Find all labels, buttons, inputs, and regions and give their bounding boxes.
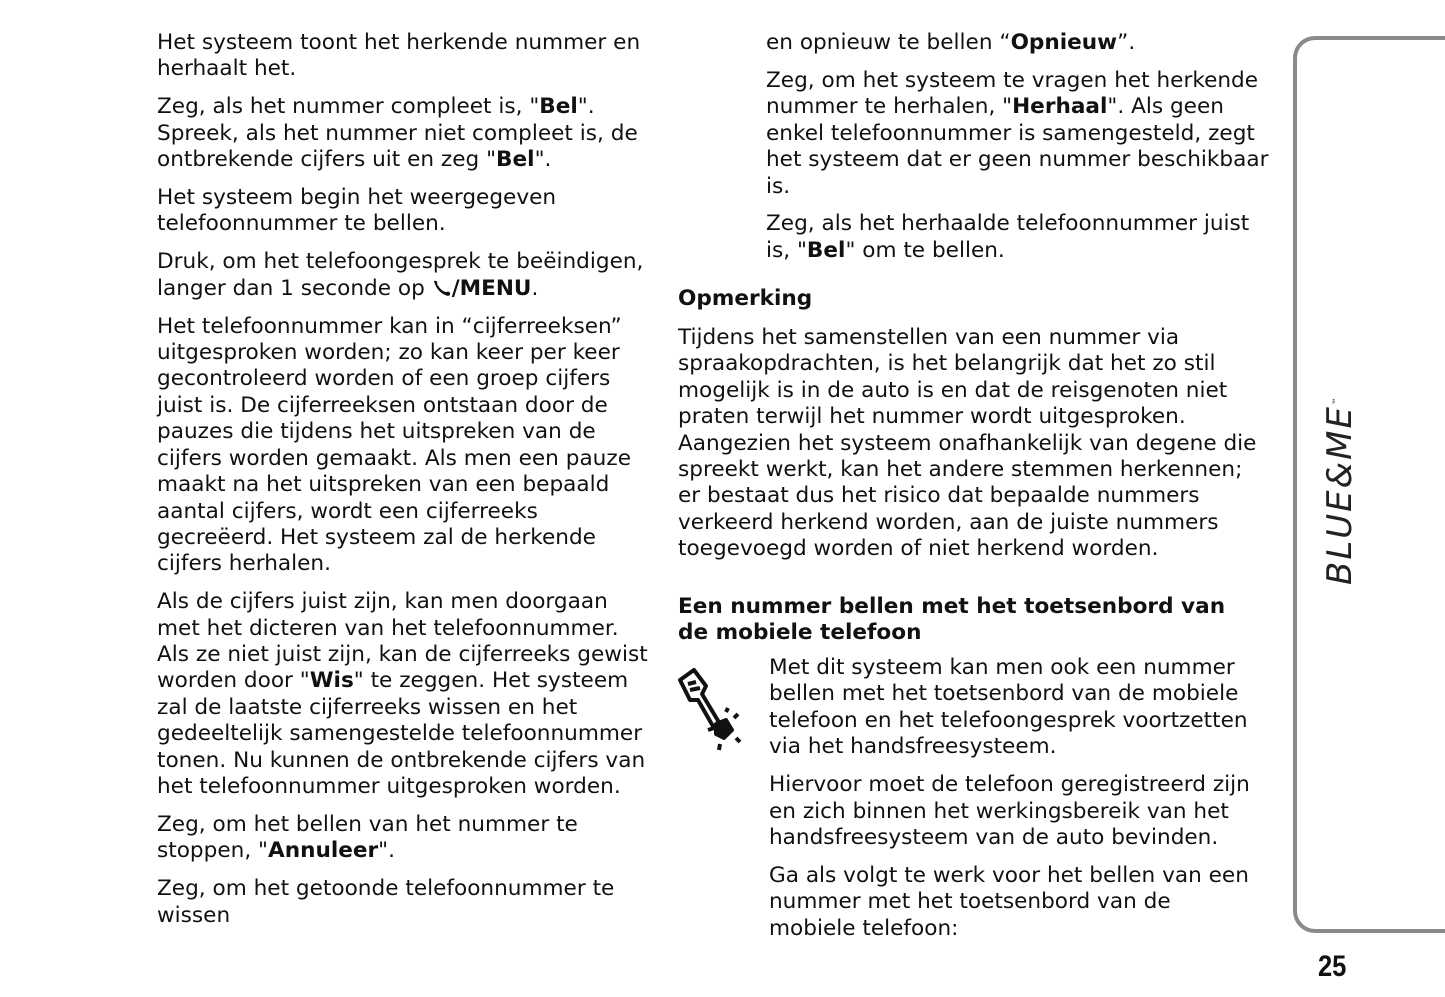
paragraph xyxy=(157,94,657,173)
text-run: Het systeem begin het weergegeven telefoonnummer te bellen. xyxy=(157,185,557,237)
blue-and-me-logo xyxy=(1320,395,1360,585)
paragraph xyxy=(157,30,657,83)
text-run: ". Als geen enkel telefoonnummer is samengesteld, zegt het systeem dat er geen nummer beschikbaar is. xyxy=(766,94,1269,199)
text-run: Het telefoonnummer kan in “cijferreeksen” uitgesproken worden; zo kan keer per keer gecontroleerd worden of een groep cijfers juist is. De cijferreeksen ontstaan door de pauzes die tijdens het uitspreken van de cijfers worden gemaakt. Als men een pauze maakt na het uitspreken van een bepaald aantal cijfers, wordt een cijferreeks gecreëerd. Het systeem zal de herkende cijfers herhalen. xyxy=(157,313,631,577)
text-run: Zeg, om het bellen van het nummer te stoppen, " xyxy=(157,811,578,864)
text-run: Hiervoor moet de telefoon geregistreerd zijn en zich binnen het werkingsbereik van het handsfreesysteem van de auto bevinden. xyxy=(769,772,1250,850)
section-heading: Een nummer bellen met het toetsenbord van de mobiele telefoon xyxy=(678,594,1226,646)
logo-text: BLUE&ME xyxy=(1320,405,1360,585)
text-run: ”. xyxy=(1117,30,1136,55)
note-body xyxy=(678,325,1278,574)
text-run: Als de cijfers juist zijn, kan men doorgaan met het dicteren van het telefoonnummer. Als ze niet juist zijn, kan de cijferreeks gewist worden door " xyxy=(157,589,648,694)
left-column xyxy=(157,30,657,941)
bold-text: /MENU xyxy=(451,275,532,301)
text-run: en opnieuw te bellen “ xyxy=(766,30,1011,55)
page-number: 25 xyxy=(1318,950,1347,983)
note-heading: Opmerking xyxy=(678,286,813,311)
text-run: ". xyxy=(378,838,395,864)
text-run: . xyxy=(531,275,539,301)
paragraph xyxy=(766,30,1276,56)
side-tab xyxy=(1293,36,1445,933)
paragraph xyxy=(157,876,657,929)
paragraph xyxy=(769,655,1279,761)
paragraph xyxy=(766,68,1276,200)
section-body xyxy=(769,655,1279,954)
paragraph xyxy=(157,812,657,865)
text-run: " te zeggen. Het systeem zal de laatste cijferreeks wissen en het gedeeltelijk samengestelde telefoonnummer tonen. Nu kunnen de ontbrekende cijfers van het telefoonnummer uitgesproken worden. xyxy=(157,668,646,800)
text-run: Ga als volgt te werk voor het bellen van een nummer met het toetsenbord van de mobiele telefoon: xyxy=(769,862,1249,941)
paragraph xyxy=(157,249,657,302)
bold-text: Wis xyxy=(309,668,354,694)
text-run: Zeg, om het getoonde telefoonnummer te wissen xyxy=(157,876,615,928)
text-run: " om te bellen. xyxy=(845,237,1005,263)
text-run: Tijdens het samenstellen van een nummer via spraakopdrachten, is het belangrijk dat het zo stil mogelijk is in de auto is en dat de reisgenoten niet praten terwijl het nummer wordt uitgesproken. Aangezien het systeem onafhankelijk van degene die spreekt werkt, kan het andere stemmen herkennen; er bestaat dus het risico dat bepaalde nummers verkeerd herkend worden, aan de juiste nummers toegevoegd worden of niet herkend worden. xyxy=(678,325,1257,562)
paragraph xyxy=(769,863,1279,942)
bold-text: Bel xyxy=(539,94,578,120)
text-run: Druk, om het telefoongesprek te beëindigen, langer dan 1 seconde op xyxy=(157,249,644,301)
bold-text: Bel xyxy=(496,147,535,173)
bold-text: Herhaal xyxy=(1012,94,1108,120)
bold-text: Annuleer xyxy=(267,838,379,864)
paragraph xyxy=(157,589,657,800)
text-run: Het systeem toont het herkende nummer en herhaalt het. xyxy=(157,30,641,82)
text-run: ". xyxy=(534,147,552,173)
paragraph xyxy=(769,772,1279,851)
text-run: Zeg, om het systeem te vragen het herkende nummer te herhalen, " xyxy=(766,67,1259,120)
paragraph xyxy=(766,211,1276,264)
bold-text: Bel xyxy=(806,237,846,263)
text-run: Met dit systeem kan men ook een nummer bellen met het toetsenbord van de mobiele telefoon en het telefoongesprek voortzetten via het handsfreesysteem. xyxy=(769,655,1248,760)
paragraph xyxy=(157,314,657,578)
right-top-column xyxy=(766,30,1276,276)
text-run: Zeg, als het nummer compleet is, " xyxy=(157,94,540,120)
phone-icon xyxy=(432,278,452,296)
trademark: ™ xyxy=(1331,395,1341,406)
paragraph xyxy=(157,185,657,238)
text-run: Zeg, als het herhaalde telefoonnummer juist is, " xyxy=(766,211,1250,263)
paragraph xyxy=(678,325,1278,563)
bold-text: Opnieuw xyxy=(1010,30,1118,55)
text-run: ". Spreek, als het nummer niet compleet is, de ontbrekende cijfers uit en zeg " xyxy=(157,94,638,173)
pointing-hand-icon xyxy=(672,658,752,753)
